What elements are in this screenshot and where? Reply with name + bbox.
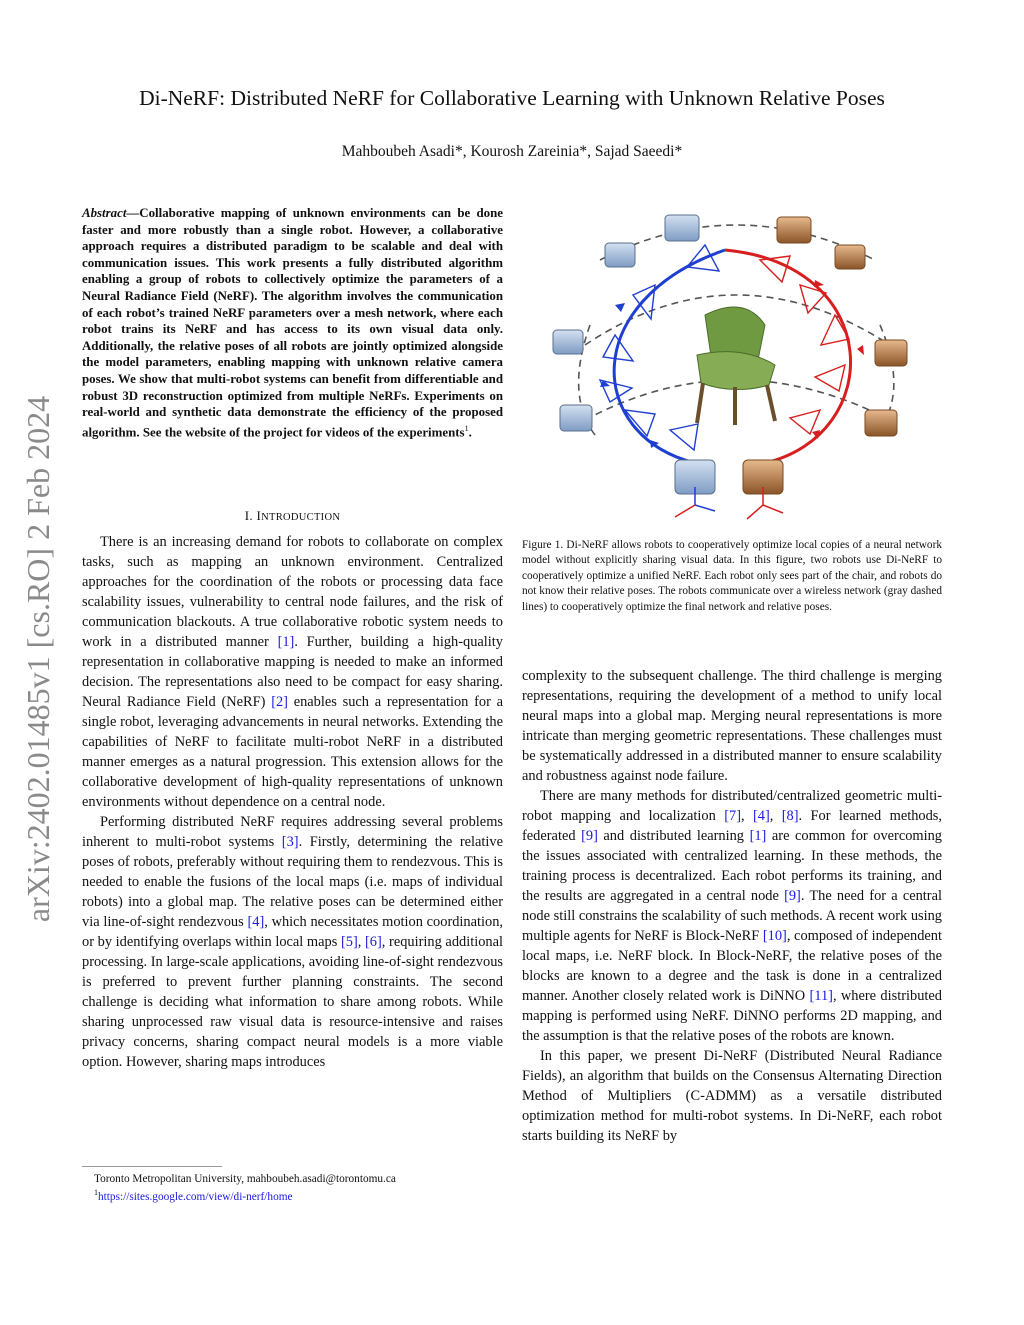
section-number: I. (244, 508, 257, 523)
citation-link[interactable]: [10] (762, 928, 787, 944)
paragraph-continued: complexity to the subsequent challenge. The third challenge is merging representations, requiring the development of a method to unify local neural maps into a global map. Merging neural representations is more intricate than merging geometric representations. These challenges must be systematically addressed in a distributed manner to ensure scalability and robustness against node failure. (522, 668, 942, 784)
text-run: , where distributed mapping is performed using NeRF. DiNNO performs 2D mapping, and the assumption is that the relative poses of the robots are known. (522, 988, 942, 1044)
robot-orange-icon (835, 245, 865, 269)
paper-title: Di-NeRF: Distributed NeRF for Collaborative Learning with Unknown Relative Poses (139, 86, 885, 110)
text-run: , requiring additional processing. In large-scale applications, avoiding line-of-sight rendezvous is preferred to prevent further planning constraints. The second challenge is deciding what information to share among robots. While sharing unprocessed raw visual data is resource-intensive and raises privacy concerns, sharing compact neural models is a more viable option. However, sharing maps introduces (82, 934, 503, 1070)
related-work-paragraph (522, 786, 942, 1046)
figure-caption: Figure 1. Di-NeRF allows robots to cooperatively optimize local copies of a neural network model without explicitly sharing visual data. In this figure, two robots use Di-NeRF to cooperatively optimize a unified NeRF. Each robot only sees part of the chair, and robots do not know their relative poses. The robots communicate over a wireless network (gray dashed lines) to cooperatively optimize the final network and relative poses. (522, 539, 942, 613)
arrow-icon (814, 280, 824, 287)
abstract-text: Collaborative mapping of unknown environments can be done faster and more robustly than a single robot. However, a collaborative approach requires a distributed paradigm to be scalable and deal with communication issues. This work presents a fully distributed algorithm enabling a group of robots to collectively optimize the parameters of a Neural Radiance Field (NeRF). The algorithm involves the communication of each robot’s trained NeRF parameters over a mesh network, where each robot trains its NeRF and has access to its own visual data only. Additionally, the relative poses of all robots are jointly optimized alongside the model parameters, enabling mapping with unknown relative camera poses. We show that multi-robot systems can benefit from differentiable and robust 3D reconstruction optimized from multiple NeRFs. Experiments on real-world and synthetic data demonstrate the efficiency of the proposed algorithm. See the website of the project for videos of the experiments (82, 206, 503, 440)
affiliation-footnote: Toronto Metropolitan University, mahboubeh.asadi@torontomu.ca (94, 1173, 396, 1185)
project-website-link[interactable]: https://sites.google.com/view/di-nerf/home (98, 1190, 293, 1203)
text-run: . Further, building a high-quality representation in collaborative mapping is needed to make an informed decision. The representations also need to be compact for easy sharing. Neural Radiance Field (NeRF) (82, 634, 503, 710)
text-run: , (357, 934, 365, 950)
robot-blue-icon (605, 243, 635, 267)
contribution-paragraph: In this paper, we present Di-NeRF (Distributed Neural Radiance Fields), an algorithm that builds on the Consensus Alternating Direction Method of Multipliers (C-ADMM) as a versatile distributed optimization method for multi-robot systems. In Di-NeRF, each robot starts building its NeRF by (522, 1048, 942, 1144)
text-run: , which necessitates motion coordination, or by identifying overlaps within local maps (82, 914, 503, 950)
text-run: , composed of independent local maps, i.e. NeRF block. In Block-NeRF, the relative poses of the blocks are known to a degree and the task is done in a centralized manner. Another closely related work is DiNNO (522, 928, 942, 1004)
abstract-end: . (468, 425, 472, 440)
text-run: . Firstly, determining the relative poses of robots, preferably without requiring them to rendezvous. This is needed to enable the fusions of the local maps (i.e. maps of individual robots) into a global map. The relative poses can be determined either via line-of-sight rendezvous (82, 834, 503, 930)
arxiv-identifier: arXiv:2402.01485v1 [cs.RO] 2 Feb 2024 (20, 395, 56, 923)
column-right (522, 666, 942, 1146)
citation-link[interactable]: [9] (581, 828, 598, 844)
citation-link[interactable]: [1] (749, 828, 767, 844)
robot-blue-icon (665, 215, 699, 241)
text-run: , (769, 808, 782, 824)
website-footnote (94, 1186, 504, 1204)
abstract: Abstract—Collaborative mapping of unknown environments can be done faster and more robustly than a single robot. However, a collaborative approach requires a distributed paradigm to be scalable and deal with communication issues. This work presents a fully distributed algorithm enabling a group of robots to collectively optimize the parameters of a Neural Radiance Field (NeRF). The algorithm involves the communication of each robot’s trained NeRF parameters over a mesh network, where each robot trains its NeRF and has access to its own visual data only. Additionally, the relative poses of all robots are jointly optimized alongside the model parameters, enabling mapping with unknown relative camera poses. We show that multi-robot systems can benefit from differentiable and robust 3D reconstruction optimized from multiple NeRFs. Experiments on real-world and synthetic data demonstrate the efficiency of the proposed algorithm. See the website of the project for videos of the experiments$^1$. (82, 206, 503, 440)
footnote-number: 1 (94, 1188, 98, 1197)
footnotes (94, 1172, 504, 1204)
text-run: enables such a representation for a single robot, leveraging advancements in neural networks. Extending the capabilities of NeRF to facilitate multi-robot NeRF in a distributed manner emerges as a natural progression. This extension allows for the collaborative development of high-quality representations of unknown environments without dependence on a central node. (82, 694, 503, 810)
text-run: and distributed learning (597, 828, 750, 844)
abstract-lead: Abstract (82, 206, 127, 220)
citation-link[interactable]: [4] (247, 914, 265, 930)
footnote-rule (82, 1166, 222, 1167)
arrow-icon (615, 303, 625, 312)
camera-frustum (815, 365, 845, 391)
citation-link[interactable]: [8] (781, 808, 799, 824)
arrow-icon (857, 345, 864, 355)
text-run: There are many methods for distributed/centralized geometric multi-robot mapping and localization (522, 788, 942, 824)
robot-blue-icon (553, 330, 583, 354)
citation-link[interactable]: [9] (784, 888, 801, 904)
intro-paragraph-1 (82, 532, 503, 812)
section-heading (82, 508, 503, 524)
comm-link (600, 225, 875, 260)
section-initial: I (256, 508, 262, 523)
column-left (82, 532, 503, 1072)
author-list: Mahboubeh Asadi*, Kourosh Zareinia*, Sajad Saeedi* (341, 143, 683, 160)
chair-reconstruction (697, 307, 775, 425)
section-title-rest: NTRODUCTION (261, 512, 341, 523)
text-run: Performing distributed NeRF requires addressing several problems inherent to multi-robot systems (82, 814, 503, 850)
robot-orange-icon (777, 217, 811, 243)
robot-orange-icon (875, 340, 907, 366)
text-run: , (740, 808, 753, 824)
intro-paragraph-2 (82, 812, 503, 1072)
text-run: . The need for a central node still constrains the scalability of such methods. A recent work using multiple agents for NeRF is Block-NeRF (522, 888, 942, 944)
citation-link[interactable]: [6] (365, 934, 382, 950)
text-run: There is an increasing demand for robots to collaborate on complex tasks, such as mapping an unknown environment. Centralized approaches for the coordination of the robots or processing data face scalability issues, vulnerability to central node failures, and the risk of communication blackouts. A true collaborative robotic system needs to work in a distributed manner (82, 534, 503, 650)
citation-link[interactable]: [5] (340, 934, 358, 950)
citation-link[interactable]: [11] (809, 988, 833, 1004)
citation-link[interactable]: [3] (281, 834, 299, 850)
robot-blue-icon (560, 405, 592, 431)
citation-link[interactable]: [1] (277, 634, 295, 650)
text-run: are common for overcoming the issues associated with centralized learning. In these methods, the training process is decentralized. Each robot performs its training, and the results are aggregated in a central node (522, 828, 942, 904)
camera-frustum (670, 424, 698, 450)
footnote-mark: 1 (464, 423, 469, 433)
camera-frustum (790, 410, 820, 434)
citation-link[interactable]: [7] (724, 808, 741, 824)
camera-frustum (800, 285, 826, 313)
citation-link[interactable]: [4] (752, 808, 770, 824)
text-run: . For learned methods, federated (522, 808, 943, 844)
robot-orange-icon (865, 410, 897, 436)
figure-di-nerf (545, 205, 925, 525)
citation-link[interactable]: [2] (271, 694, 288, 710)
